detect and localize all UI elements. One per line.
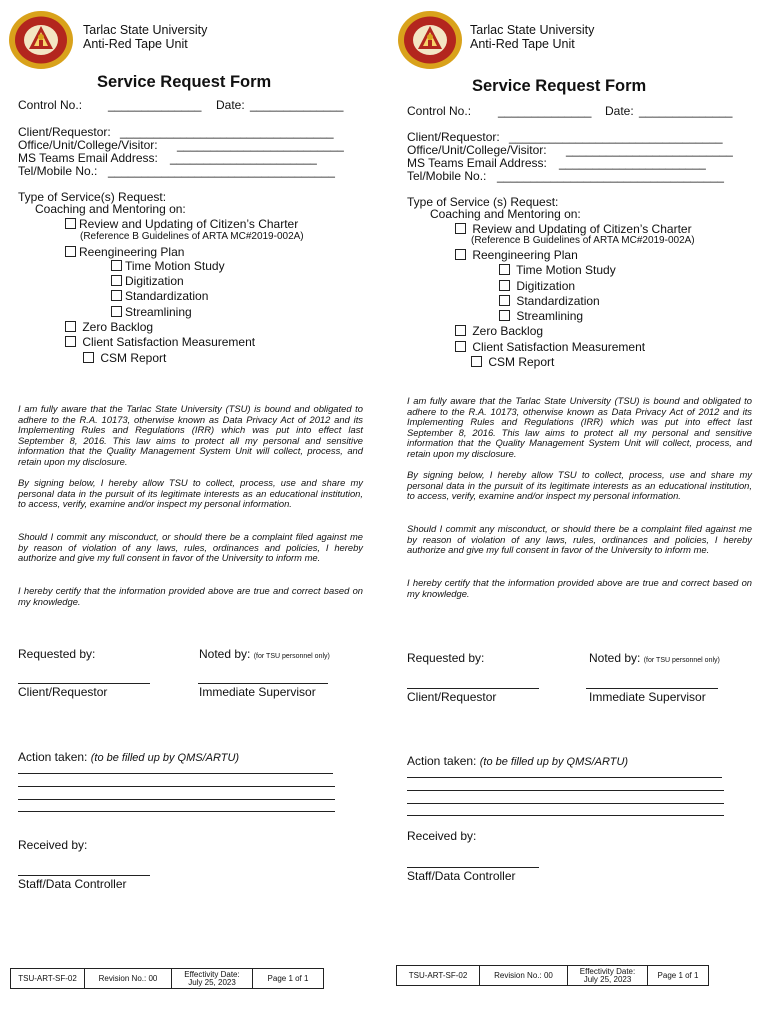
office-field[interactable]: _________________________ xyxy=(566,143,733,157)
digitization-option[interactable]: Digitization xyxy=(111,274,184,288)
document-footer xyxy=(10,968,324,989)
standardization-option[interactable]: Standardization xyxy=(111,289,208,303)
client-requestor-caption: Client/Requestor xyxy=(18,685,108,699)
standardization-option[interactable]: Standardization xyxy=(499,294,600,308)
control-no-label: Control No.: xyxy=(18,98,83,112)
tel-label: Tel/Mobile No.: xyxy=(18,164,98,178)
requestor-signature-line[interactable] xyxy=(407,688,539,689)
checkbox-standardization[interactable] xyxy=(111,290,122,301)
tel-field[interactable]: __________________________________ xyxy=(497,169,724,183)
consent-paragraph-3: Should I commit any misconduct, or should there be a complaint filed against me by reason of violation of any laws, rules, ordinances and policies, I hereby authorize and give my full consent in favor of the University to inform me. xyxy=(18,531,363,564)
action-line-4[interactable] xyxy=(18,811,335,812)
checkbox-streamlining[interactable] xyxy=(499,310,510,321)
control-no-field[interactable]: ______________ xyxy=(498,104,592,118)
charter-option[interactable]: Review and Updating of Citizen’s Charter xyxy=(455,222,692,236)
footer-revision: Revision No.: 00 xyxy=(480,966,568,985)
action-line-4[interactable] xyxy=(407,815,724,816)
footer-effectivity: Effectivity Date: July 25, 2023 xyxy=(568,966,648,985)
office-label: Office/Unit/College/Visitor: xyxy=(407,143,547,157)
zero-backlog-option[interactable]: Zero Backlog xyxy=(65,320,153,334)
footer-code: TSU-ART-SF-02 xyxy=(11,969,85,988)
footer-code: TSU-ART-SF-02 xyxy=(397,966,480,985)
supervisor-signature-line[interactable] xyxy=(198,683,328,684)
requestor-signature-line[interactable] xyxy=(18,683,150,684)
service-heading: Type of Service(s) Request: xyxy=(18,190,167,204)
service-request-form-right xyxy=(389,0,770,1024)
reengineering-option[interactable]: Reengineering Plan xyxy=(65,245,184,259)
digitization-option[interactable]: Digitization xyxy=(499,279,575,293)
noted-by-label: Noted by: (for TSU personnel only) xyxy=(589,651,720,665)
tsu-seal-logo xyxy=(8,10,74,70)
date-label: Date: xyxy=(216,98,245,112)
checkbox-reengineering[interactable] xyxy=(65,246,76,257)
date-field[interactable]: ______________ xyxy=(639,104,733,118)
checkbox-zero-backlog[interactable] xyxy=(455,325,466,336)
noted-by-label: Noted by: (for TSU personnel only) xyxy=(199,647,330,661)
checkbox-charter[interactable] xyxy=(65,218,76,229)
requested-by-label: Requested by: xyxy=(18,647,96,661)
staff-signature-line[interactable] xyxy=(18,875,150,876)
csm-option[interactable]: Client Satisfaction Measurement xyxy=(65,335,255,349)
action-line-2[interactable] xyxy=(18,786,335,787)
footer-effectivity: Effectivity Date: July 25, 2023 xyxy=(172,969,253,988)
unit-name: Anti-Red Tape Unit xyxy=(470,37,575,51)
date-field[interactable]: ______________ xyxy=(250,98,344,112)
email-label: MS Teams Email Address: xyxy=(407,156,547,170)
consent-paragraph-3: Should I commit any misconduct, or should there be a complaint filed against me by reason of violation of any laws, rules, ordinances and policies, I hereby authorize and give my full consent in favor of the University to inform me. xyxy=(407,523,752,556)
checkbox-zero-backlog[interactable] xyxy=(65,321,76,332)
checkbox-charter[interactable] xyxy=(455,223,466,234)
email-field[interactable]: ______________________ xyxy=(559,156,706,170)
email-field[interactable]: ______________________ xyxy=(170,151,317,165)
requested-by-label: Requested by: xyxy=(407,651,485,665)
client-requestor-caption: Client/Requestor xyxy=(407,690,497,704)
staff-caption: Staff/Data Controller xyxy=(407,869,516,883)
csm-option[interactable]: Client Satisfaction Measurement xyxy=(455,340,645,354)
action-line-3[interactable] xyxy=(407,803,724,804)
checkbox-streamlining[interactable] xyxy=(111,306,122,317)
checkbox-digitization[interactable] xyxy=(499,280,510,291)
action-line-1[interactable] xyxy=(18,773,333,774)
checkbox-csm-report[interactable] xyxy=(471,356,482,367)
control-no-label: Control No.: xyxy=(407,104,472,118)
client-label: Client/Requestor: xyxy=(18,125,111,139)
zero-backlog-option[interactable]: Zero Backlog xyxy=(455,324,543,338)
immediate-supervisor-caption: Immediate Supervisor xyxy=(589,690,706,704)
charter-option[interactable]: Review and Updating of Citizen’s Charter xyxy=(65,217,298,231)
action-taken-label: Action taken: (to be filled up by QMS/ARTU) xyxy=(407,754,629,768)
checkbox-standardization[interactable] xyxy=(499,295,510,306)
office-field[interactable]: _________________________ xyxy=(177,138,344,152)
checkbox-time-motion[interactable] xyxy=(111,260,122,271)
action-line-1[interactable] xyxy=(407,777,722,778)
email-label: MS Teams Email Address: xyxy=(18,151,158,165)
supervisor-signature-line[interactable] xyxy=(586,688,718,689)
footer-page: Page 1 of 1 xyxy=(267,973,309,983)
university-name: Tarlac State University xyxy=(83,23,208,37)
form-title: Service Request Form xyxy=(97,73,272,91)
staff-signature-line[interactable] xyxy=(407,867,539,868)
consent-paragraph-1: I am fully aware that the Tarlac State University (TSU) is bound and obligated to adhere to the R.A. 10173, otherwise known as Data Privacy Act of 2012 and its Implementing Rules and Regulations (IRR) which was put into effect last September 8, 2016. This law aims to protect all my personal and sensitive information that the Quality Management System Unit will collect, process, and retain upon my disclosure. xyxy=(18,403,363,467)
checkbox-csm[interactable] xyxy=(455,341,466,352)
csm-report-option[interactable]: CSM Report xyxy=(83,351,166,365)
consent-paragraph-2: By signing below, I hereby allow TSU to collect, process, use and share my personal data in the pursuit of its legitimate interests as an educational institution, to access, verify, examine and/or inspect my personal information. xyxy=(18,477,363,510)
checkbox-reengineering[interactable] xyxy=(455,249,466,260)
checkbox-digitization[interactable] xyxy=(111,275,122,286)
tsu-seal-logo xyxy=(397,10,463,70)
consent-paragraph-4: I hereby certify that the information provided above are true and correct based on my knowledge. xyxy=(18,585,363,607)
client-field[interactable]: ________________________________ xyxy=(509,130,723,144)
document-footer xyxy=(396,965,709,986)
tel-field[interactable]: __________________________________ xyxy=(108,164,335,178)
action-line-2[interactable] xyxy=(407,790,724,791)
university-name: Tarlac State University xyxy=(470,23,595,37)
service-heading: Type of Service (s) Request: xyxy=(407,195,559,209)
received-by-label: Received by: xyxy=(18,838,88,852)
form-title: Service Request Form xyxy=(472,77,647,95)
coaching-label: Coaching and Mentoring on: xyxy=(430,207,581,221)
checkbox-csm[interactable] xyxy=(65,336,76,347)
client-label: Client/Requestor: xyxy=(407,130,500,144)
footer-revision: Revision No.: 00 xyxy=(85,969,172,988)
action-taken-label: Action taken: (to be filled up by QMS/ARTU) xyxy=(18,750,240,764)
time-motion-option[interactable]: Time Motion Study xyxy=(499,263,616,277)
streamlining-option[interactable]: Streamlining xyxy=(499,309,583,323)
consent-paragraph-4: I hereby certify that the information provided above are true and correct based on my knowledge. xyxy=(407,577,752,599)
received-by-label: Received by: xyxy=(407,829,477,843)
reengineering-option[interactable]: Reengineering Plan xyxy=(455,248,578,262)
client-field[interactable]: ________________________________ xyxy=(120,125,334,139)
immediate-supervisor-caption: Immediate Supervisor xyxy=(199,685,316,699)
charter-reference: (Reference B Guidelines of ARTA MC#2019-002A) xyxy=(471,235,695,246)
footer-page: Page 1 of 1 xyxy=(657,970,699,980)
charter-reference: (Reference B Guidelines of ARTA MC#2019-002A) xyxy=(80,231,304,242)
tel-label: Tel/Mobile No.: xyxy=(407,169,487,183)
streamlining-option[interactable]: Streamlining xyxy=(111,305,192,319)
checkbox-time-motion[interactable] xyxy=(499,264,510,275)
office-label: Office/Unit/College/Visitor: xyxy=(18,138,158,152)
time-motion-option[interactable]: Time Motion Study xyxy=(111,259,225,273)
action-line-3[interactable] xyxy=(18,799,335,800)
consent-paragraph-2: By signing below, I hereby allow TSU to collect, process, use and share my personal data in the pursuit of its legitimate interests as an educational institution, to access, verify, examine and/or inspect my personal information. xyxy=(407,469,752,502)
consent-paragraph-1: I am fully aware that the Tarlac State University (TSU) is bound and obligated to adhere to the R.A. 10173, otherwise known as Data Privacy Act of 2012 and its Implementing Rules and Regulations (IRR) which was put into effect last September 8, 2016. This law aims to protect all my personal and sensitive information that the Quality Management System Unit will collect, process, and retain upon my disclosure. xyxy=(407,395,752,459)
date-label: Date: xyxy=(605,104,634,118)
csm-report-option[interactable]: CSM Report xyxy=(471,355,554,369)
coaching-label: Coaching and Mentoring on: xyxy=(35,202,186,216)
checkbox-csm-report[interactable] xyxy=(83,352,94,363)
staff-caption: Staff/Data Controller xyxy=(18,877,127,891)
unit-name: Anti-Red Tape Unit xyxy=(83,37,188,51)
control-no-field[interactable]: ______________ xyxy=(108,98,202,112)
